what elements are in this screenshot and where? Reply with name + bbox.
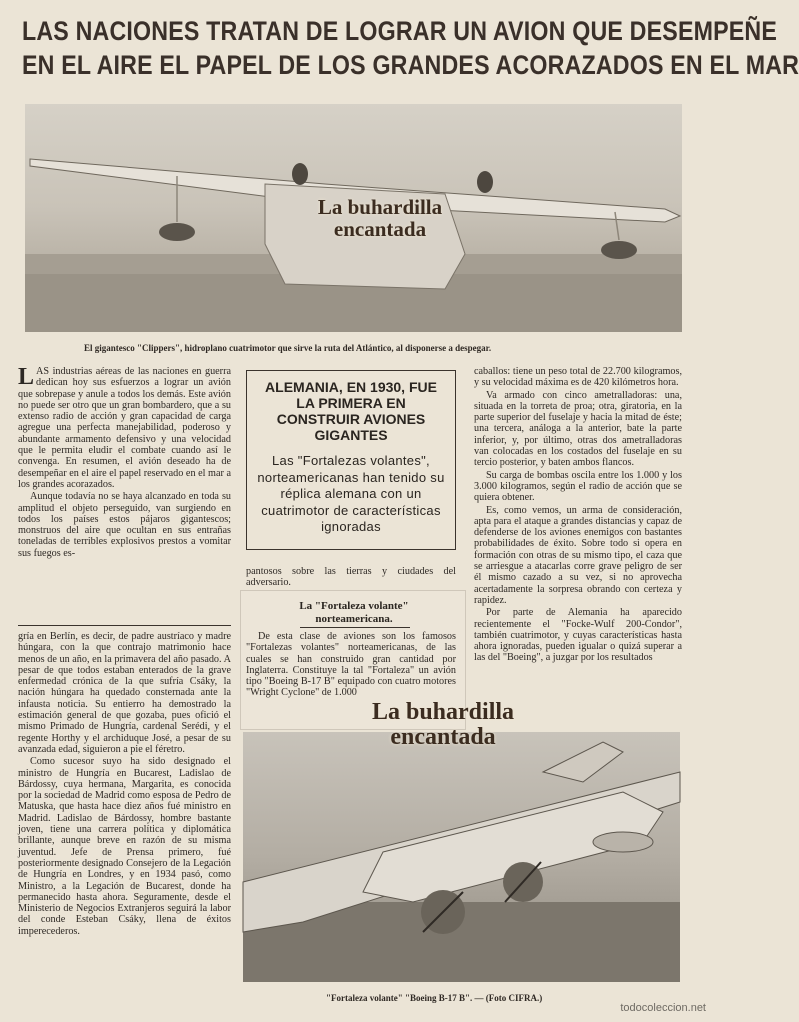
drop-cap: L: [18, 364, 35, 390]
middle-column-body: [246, 631, 456, 700]
left-lower-paragraph-1: gría en Berlín, es decir, de padre austríaco y madre húngara, con la que contrajo matrimonio hace menos de un año, en la primavera del año pasado. A pesar de que todos estaban enterados de la grave enfermedad crónica de la que sufría Csáky, la nación húngara ha quedado consternada ante la infausta noticia. Su entierro ha demostrado la estimación general de que gozaba, pues ofició el mismo Primado de Hungría, cardenal Serédi, y el regente Horthy y el archiduque José, a pesar de su avanzada edad, siguieron a pie el féretro.: [18, 631, 231, 755]
subhead-line-1: La "Fortaleza volante": [299, 600, 409, 612]
section-subhead: [250, 600, 458, 626]
bottom-photo-caption: "Fortaleza volante" "Boeing B-17 B". — (Foto CIFRA.): [326, 993, 543, 1003]
watermark-top-line-1: La buhardilla: [317, 195, 443, 219]
subhead-line-2: norteamericana.: [315, 613, 393, 625]
clipper-photo: [25, 104, 682, 332]
left-lower-paragraph-2: Como sucesor suyo ha sido designado el ministro de Hungría en Bucarest, Ladislao de Bárdossy, cuya hermana, Margarita, es conocida por la sociedad de Madrid como esposa de Pedro de Matuska, que hasta hace diez años fué ministro en Madrid. Ladislao de Bárdossy, hombre bastante joven, tiene una carrera política y diplomática brillante, aunque breve en razón de su misma juventud. Jefe de Prensa primero, fué posteriormente designado Consejero de la Legación de Hungría en Londres, y en 1934 pasó, como Ministro, a la Legación de Bucarest, donde ha permanecido hasta ahora. Seguramente, desde el Ministerio de Negocios Extranjeros seguirá la labor del conde Esteban Csáky, llena de éxitos imperecederos.: [18, 756, 231, 937]
watermark-top-line-2: encantada: [333, 217, 427, 242]
watermark-top: [280, 196, 480, 240]
headline-line-2: EN EL AIRE EL PAPEL DE LOS GRANDES ACORAZADOS EN EL MAR: [22, 50, 799, 80]
right-paragraph-1: caballos: tiene un peso total de 22.700 kilogramos, y su velocidad máxima es de 420 kilómetros hora.: [474, 366, 682, 389]
middle-paragraph-top: pantosos sobre las tierras y ciudades del adversario.: [246, 566, 456, 589]
right-paragraph-2: Va armado con cinco ametralladoras: una, situada en la torreta de proa; otra, giratoria, en la parte superior del fuselaje y hacia la mitad de éste; una tercera, análoga a la anterior, bate la parte inferior, y, por último, otras dos ametralladoras van colocadas en los costados del fuselaje en su tercio posterior, y baten ambos flancos.: [474, 389, 682, 469]
middle-column-top: [246, 566, 456, 590]
box-title: ALEMANIA, EN 1930, FUE LA PRIMERA EN CONSTRUIR AVIONES GIGANTES: [265, 379, 437, 443]
headline-line-1: LAS NACIONES TRATAN DE LOGRAR UN AVION QUE DESEMPEÑE: [22, 16, 778, 46]
flying-fortress-illustration: [243, 732, 680, 982]
headline-box: [246, 370, 456, 550]
right-paragraph-5: Por parte de Alemania ha aparecido recientemente el "Focke-Wulf 200-Condor", también cuatrimotor, y cuyas características hasta ahora ignoradas, pueden igualar o quizá superar a las del "Boeing", a juzgar por los resultados: [474, 607, 682, 664]
site-watermark: todocoleccion.net: [620, 1002, 706, 1014]
left-column-upper: [18, 366, 231, 560]
box-body: Las "Fortalezas volantes", norteamericanas han tenido su réplica alemana con un cuatrimotor de características ignoradas: [257, 453, 445, 534]
intro-paragraph: LAS industrias aéreas de las naciones en guerra dedican hoy sus esfuerzos a lograr un avión que sobrepase y anule a todos los demás. Este avión no puede ser otro que un gran bombardero, que a su extenso radio de acción y gran capacidad de carga agregue una perfecta manejabilidad, poderoso y abundante armamento defensivo y una velocidad que le permita eludir el combate cuando así le convenga. En resumen, el avión deseado ha de desempeñar en el aire el papel reservado en el mar a los grandes acorazados.: [18, 364, 231, 490]
watermark-bottom: [323, 700, 563, 750]
subhead-rule: [300, 627, 410, 628]
watermark-bottom-line-1: La buhardilla: [371, 699, 515, 725]
fortress-photo: [243, 699, 680, 982]
left-paragraph-2: Aunque todavía no se haya alcanzado en toda su amplitud el objeto perseguido, van surgiendo en todos los países estos pájaros gigantescos; monstruos del aire que ocultan en sus entrañas toneladas de terribles explosivos prestos a vomitar sus fuegos es-: [18, 491, 231, 559]
right-column: [474, 366, 682, 665]
watermark-bottom-line-2: encantada: [390, 724, 496, 751]
middle-paragraph-body: De esta clase de aviones son los famosos "Fortalezas volantes" norteamericanas, de las cuales se han construido gran cantidad por Inglaterra. Constituye la tal "Fortaleza" un avión tipo "Boeing B-17 B" equipado con cuatro motores "Wright Cyclone" de 1.000: [246, 631, 456, 699]
right-paragraph-4: Es, como vemos, un arma de consideración, apta para el ataque a grandes distancias y capaz de defenderse de los aviones enemigos con bastantes probabilidades de éxito. Sobre todo si opera en formación con otras de su mismo tipo, el caza que se arriesgue a atacarlas corre grave peligro de ser él mismo cazado a su vez, si no aprovecha acertadamente la sorpresa obrando con certeza y rapidez.: [474, 504, 682, 606]
top-photo-caption: El gigantesco "Clippers", hidroplano cuatrimotor que sirve la ruta del Atlántico, al disponerse a despegar.: [84, 343, 492, 353]
left-column-lower: [18, 631, 231, 938]
headline: [22, 14, 799, 82]
right-paragraph-3: Su carga de bombas oscila entre los 1.000 y los 3.000 kilogramos, según el radio de acción que se quiera obtener.: [474, 469, 682, 504]
column-divider: [18, 625, 231, 626]
